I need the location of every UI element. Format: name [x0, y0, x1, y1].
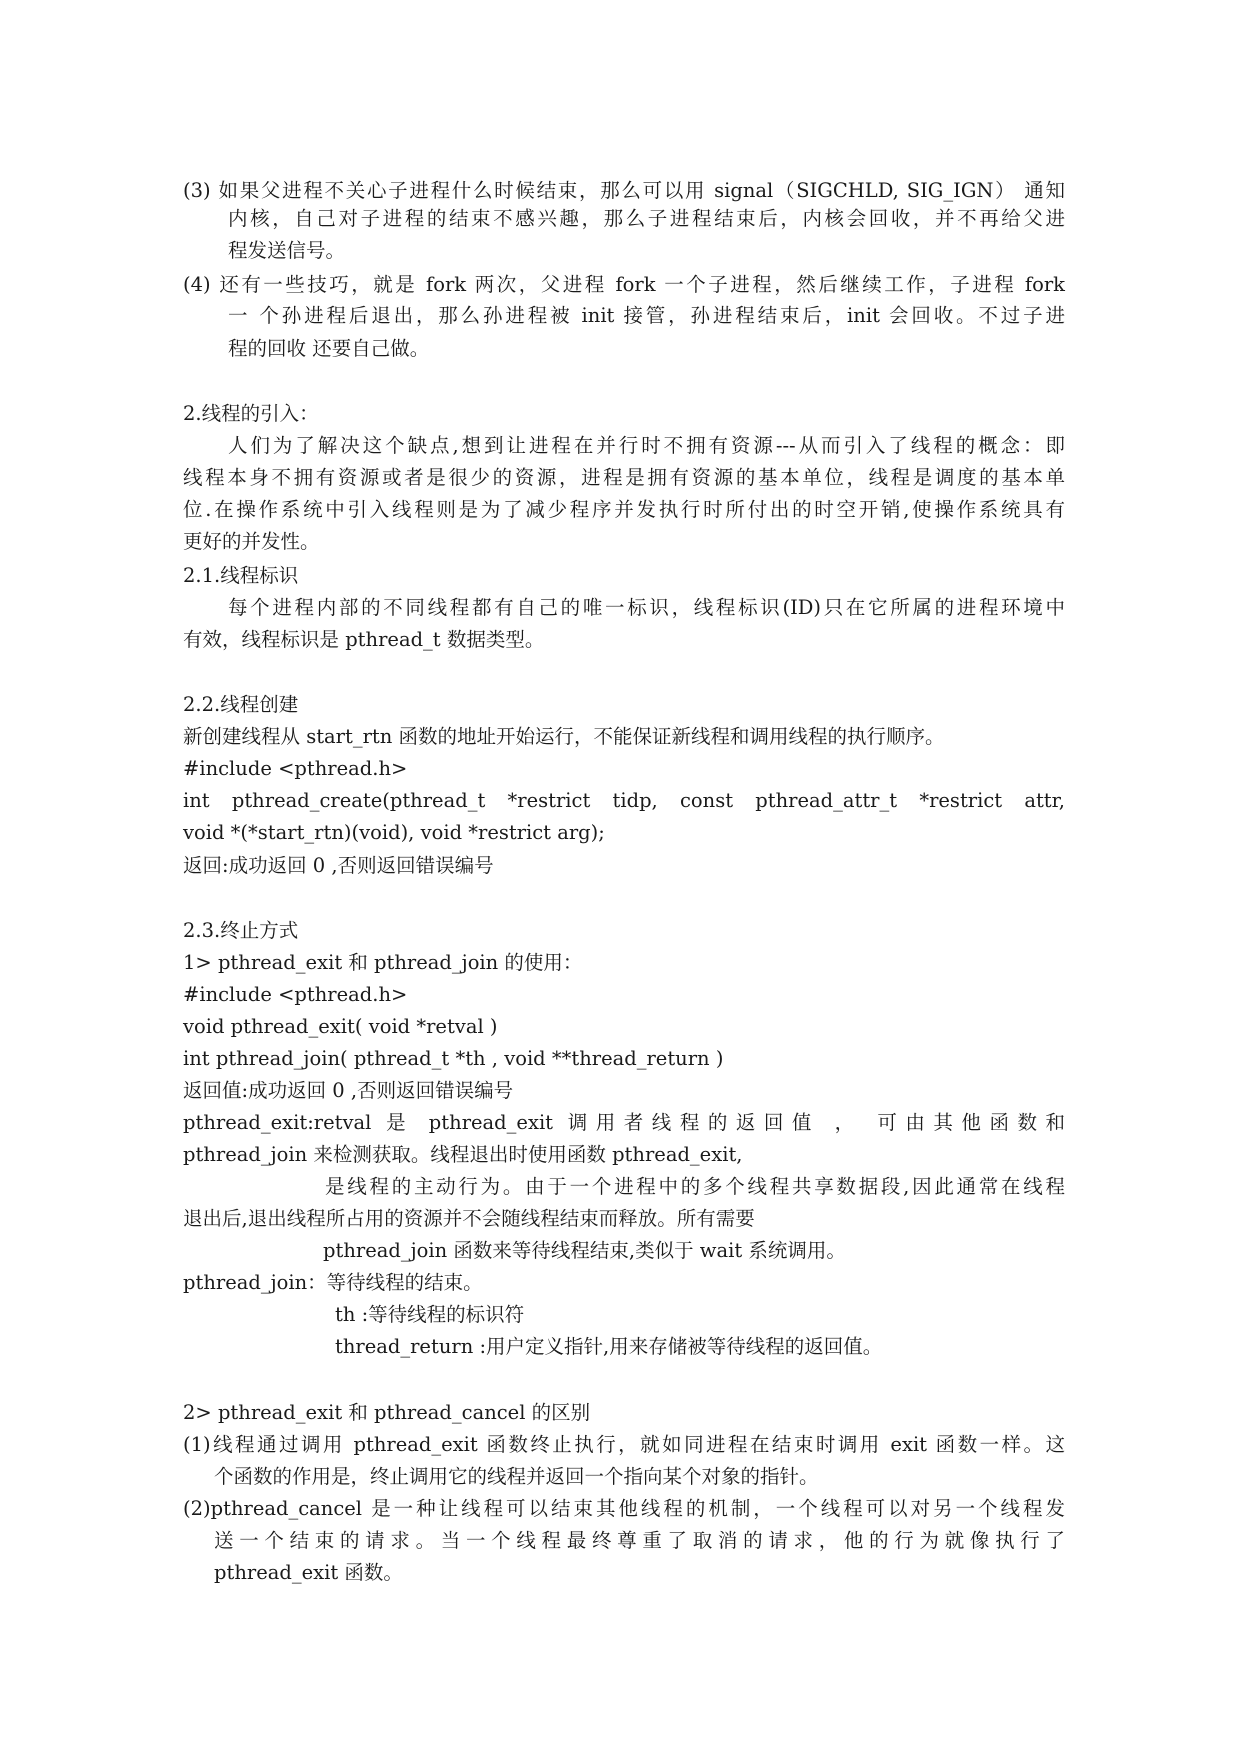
- code-line: void *(*start_rtn)(void), void *restrict arg);: [183, 821, 605, 844]
- text-line: 更好的并发性。: [183, 530, 320, 553]
- code-line: int pthread_create(pthread_t *restrict tidp, const pthread_attr_t *restrict attr,: [183, 789, 1065, 812]
- text-line: 内核，自己对子进程的结束不感兴趣，那么子进程结束后，内核会回收，并不再给父进: [228, 207, 1065, 230]
- text-line: 有效，线程标识是 pthread_t 数据类型。: [183, 628, 545, 651]
- text-line: 个函数的作用是，终止调用它的线程并返回一个指向某个对象的指针。: [214, 1465, 819, 1488]
- text-line: 线程本身不拥有资源或者是很少的资源，进程是拥有资源的基本单位，线程是调度的基本单: [183, 466, 1065, 489]
- text-line: (4) 还有一些技巧，就是 fork 两次，父进程 fork 一个子进程，然后继续工作，子进程 fork: [183, 273, 1065, 296]
- section-heading: 2.2.线程创建: [183, 693, 299, 716]
- code-line: #include <pthread.h>: [183, 757, 408, 780]
- text-line: thread_return :用户定义指针,用来存储被等待线程的返回值。: [335, 1335, 883, 1358]
- text-line: pthread_exit 函数。: [214, 1561, 403, 1584]
- code-line: void pthread_exit( void *retval ): [183, 1015, 498, 1038]
- section-heading: 2.1.线程标识: [183, 564, 299, 587]
- text-line: th :等待线程的标识符: [335, 1303, 525, 1326]
- text-line: 返回值:成功返回 0 ,否则返回错误编号: [183, 1079, 514, 1102]
- text-line: pthread_exit:retval 是 pthread_exit 调用者线程的返回值 ， 可由其他函数和: [183, 1111, 1065, 1134]
- text-line: (1)线程通过调用 pthread_exit 函数终止执行，就如同进程在结束时调用 exit 函数一样。这: [183, 1433, 1065, 1456]
- text-line: (2)pthread_cancel 是一种让线程可以结束其他线程的机制，一个线程可以对另一个线程发: [183, 1497, 1065, 1520]
- section-heading: 2.3.终止方式: [183, 919, 299, 942]
- code-line: #include <pthread.h>: [183, 983, 408, 1006]
- text-line: 退出后,退出线程所占用的资源并不会随线程结束而释放。所有需要: [183, 1207, 755, 1230]
- text-line: pthread_join 来检测获取。线程退出时使用函数 pthread_exit,: [183, 1143, 743, 1166]
- text-line: 是线程的主动行为。由于一个进程中的多个线程共享数据段,因此通常在线程: [325, 1175, 1065, 1198]
- text-line: (3) 如果父进程不关心子进程什么时候结束，那么可以用 signal（SIGCHLD, SIG_IGN） 通知: [183, 179, 1065, 202]
- text-line: pthread_join 函数来等待线程结束,类似于 wait 系统调用。: [323, 1239, 846, 1262]
- section-heading: 2.线程的引入：: [183, 402, 319, 425]
- text-line: 新创建线程从 start_rtn 函数的地址开始运行，不能保证新线程和调用线程的执行顺序。: [183, 725, 945, 748]
- text-line: 位.在操作系统中引入线程则是为了减少程序并发执行时所付出的时空开销,使操作系统具有: [183, 498, 1065, 521]
- code-line: int pthread_join( pthread_t *th , void **thread_return ): [183, 1047, 724, 1070]
- text-line: 人们为了解决这个缺点,想到让进程在并行时不拥有资源---从而引入了线程的概念：即: [228, 434, 1065, 457]
- text-line: 返回:成功返回 0 ,否则返回错误编号: [183, 854, 494, 877]
- text-line: 每个进程内部的不同线程都有自己的唯一标识，线程标识(ID)只在它所属的进程环境中: [228, 596, 1065, 619]
- text-line: 2> pthread_exit 和 pthread_cancel 的区别: [183, 1401, 591, 1424]
- text-line: 1> pthread_exit 和 pthread_join 的使用：: [183, 951, 583, 974]
- text-line: 程发送信号。: [228, 239, 346, 262]
- text-line: pthread_join：等待线程的结束。: [183, 1271, 483, 1294]
- text-line: 送一个结束的请求。当一个线程最终尊重了取消的请求，他的行为就像执行了: [214, 1529, 1065, 1552]
- text-line: 一 个孙进程后退出，那么孙进程被 init 接管，孙进程结束后，init 会回收。不过子进: [228, 304, 1065, 327]
- text-line: 程的回收 还要自己做。: [228, 337, 430, 360]
